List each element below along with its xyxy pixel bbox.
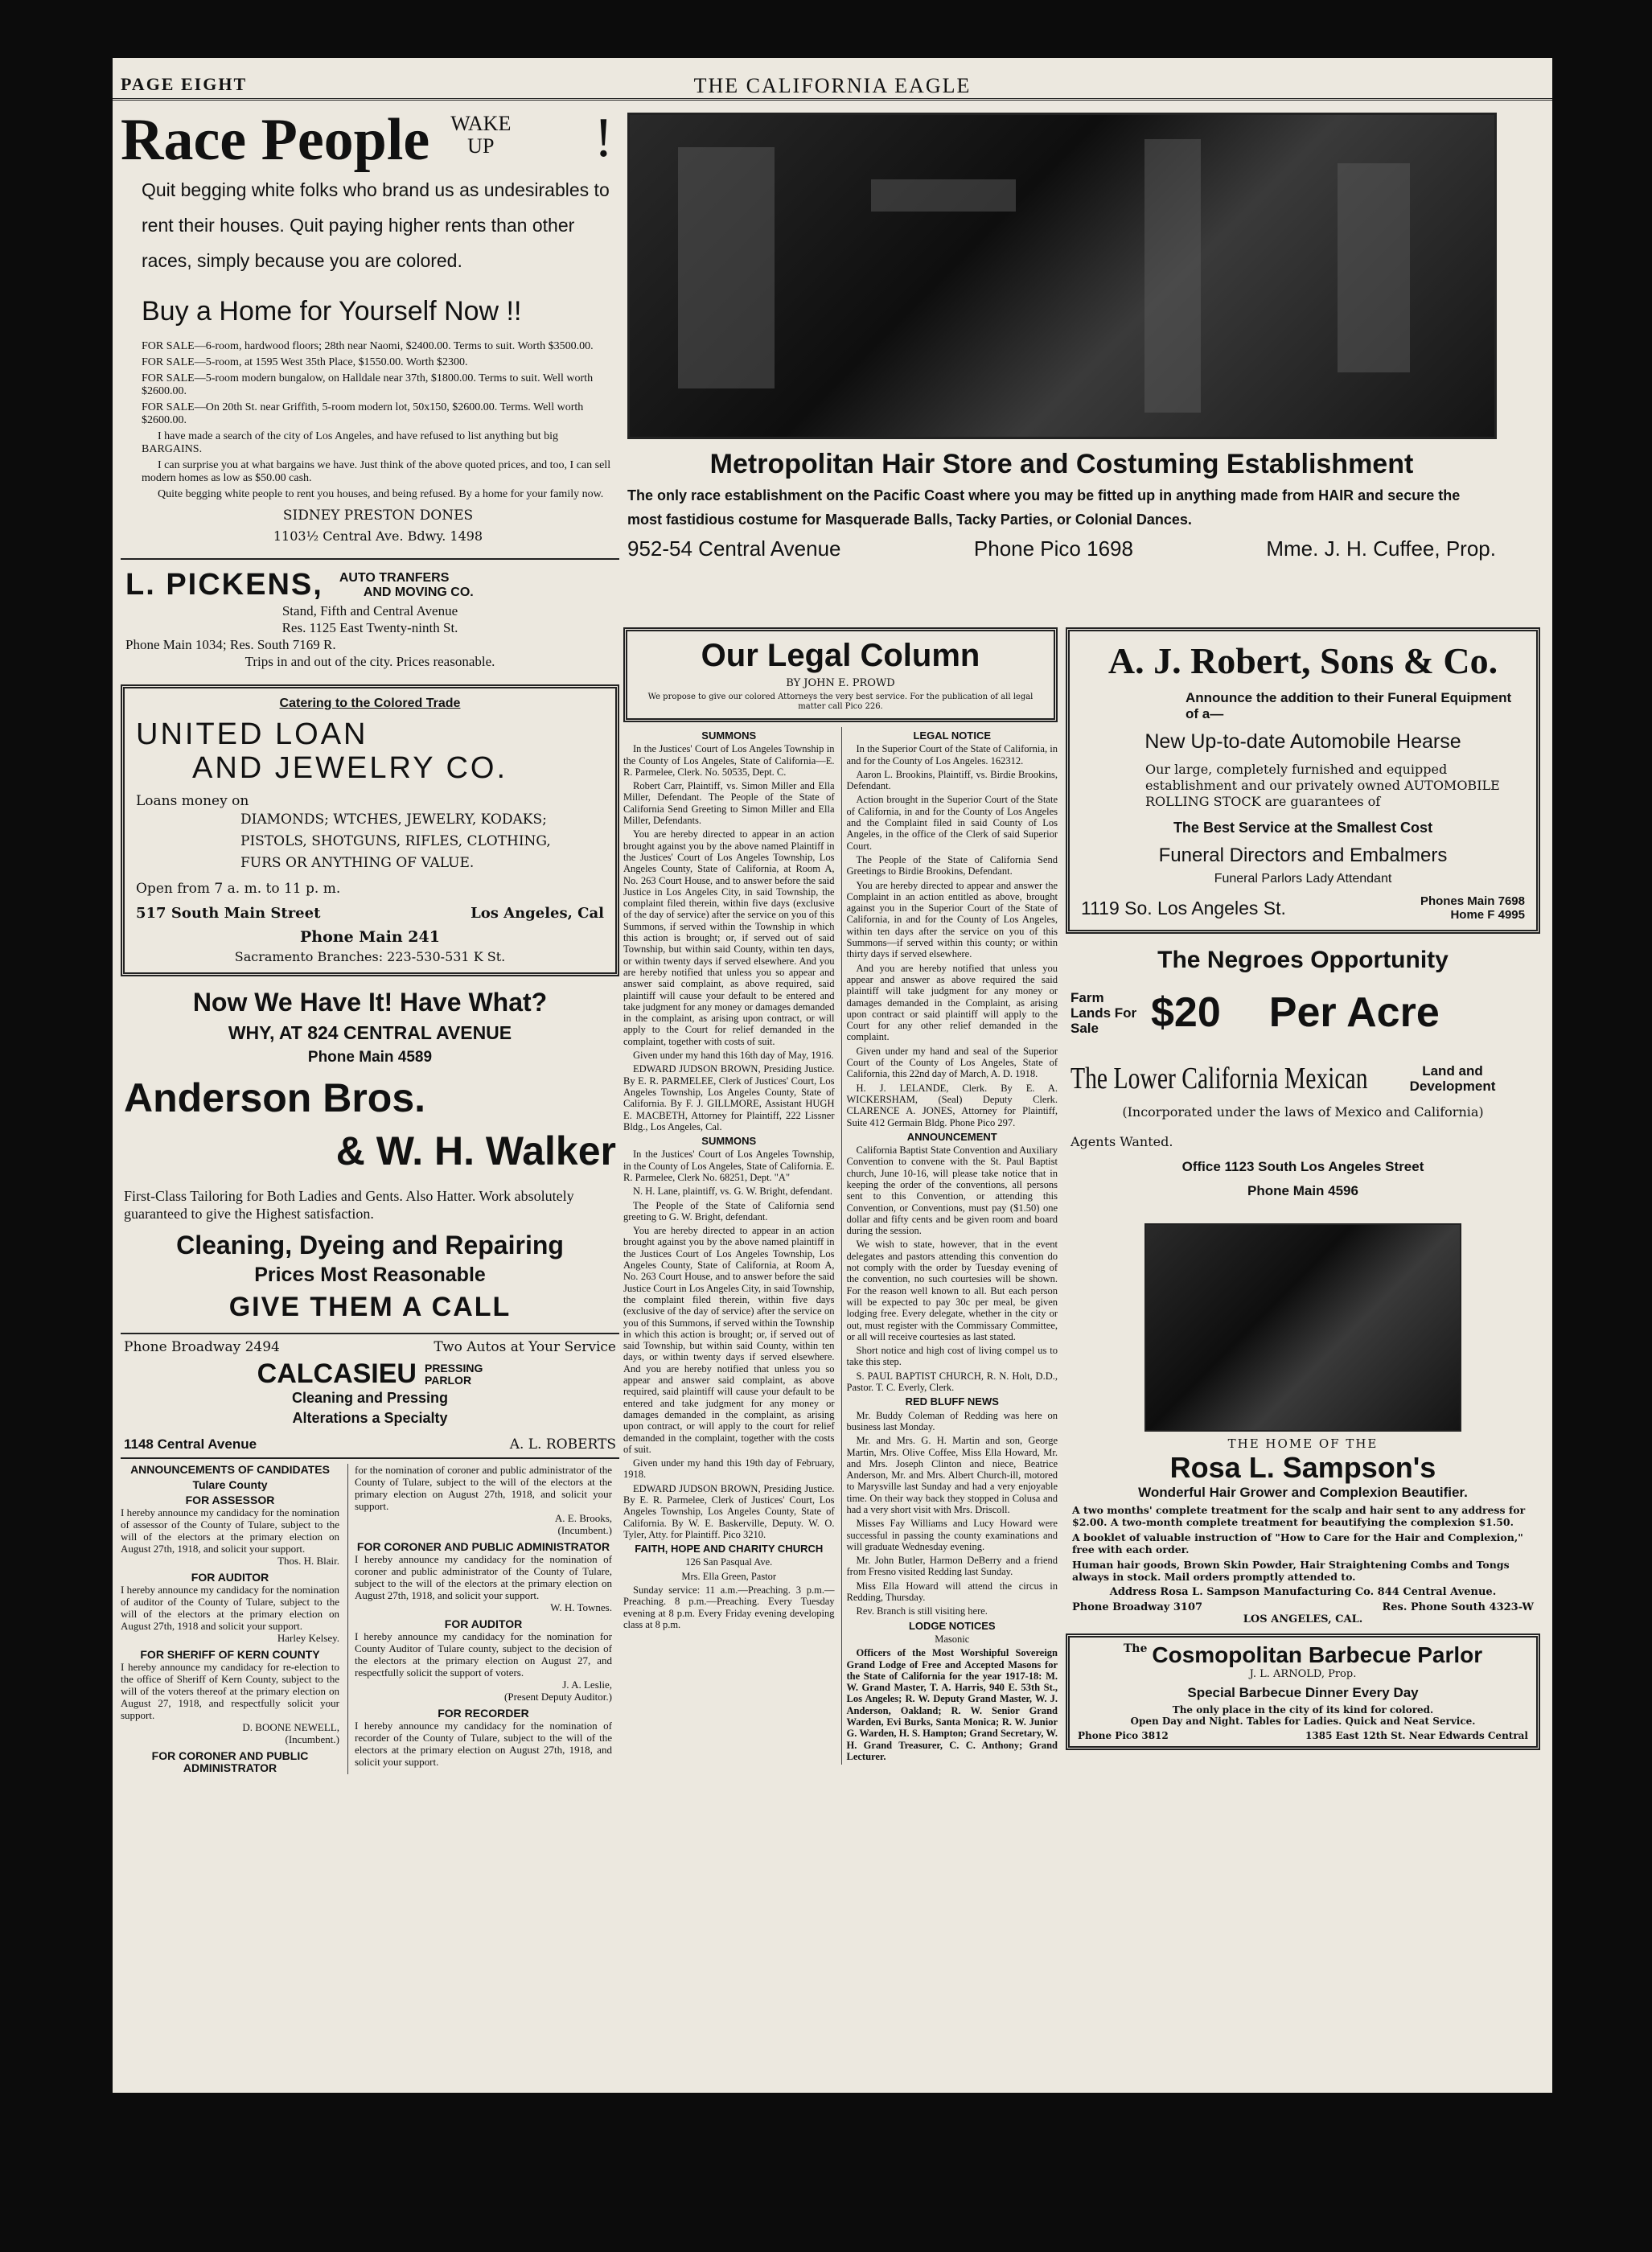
legal-note: We propose to give our colored Attorneys the very best service. For the publication of all legal matter call Pico 226. [647, 692, 1034, 711]
calc-name: CALCASIEU [257, 1358, 417, 1389]
legal-paragraph: The People of the State of California send greeting to G. W. Bright, defendant. [623, 1199, 835, 1223]
anderson-name1: Anderson Bros. [124, 1075, 426, 1120]
announce-text: I hereby announce my candidacy for the nomination of coroner and public administrator of the County of Tulare, subject to the will of the electors at the primary election on August 27th, 1918, and solicit your support. [355, 1553, 612, 1601]
buy-home-heading: Buy a Home for Yourself Now !! [142, 296, 522, 327]
announce-signer: D. BOONE NEWELL, [242, 1721, 339, 1733]
per-acre: Per Acre [1268, 989, 1440, 1036]
sampson-p: A two months' complete treatment for the scalp and hair sent to any address for $2.00. A two-month complete treatment for beautifying the complexion $1.50. [1072, 1504, 1526, 1528]
price: $20 [1151, 989, 1221, 1036]
robert-parlors: Funeral Parlors Lady Attendant [1214, 872, 1392, 886]
announce-text: for the nomination of coroner and public administrator of the County of Tulare, subject to the will of the electors at the primary election on August 27th, 1918, and solicit your support. [355, 1464, 612, 1512]
announce-text: I hereby announce my candidacy for re-election to the office of Sheriff of Kern County, subject to the will of the voters thereof at the primary election on August 27, 1918, and respectfully solicit your support. [121, 1661, 339, 1721]
legal-paragraph: In the Justices' Court of Los Angeles Township in the County of Los Angeles, State of California—E. R. Parmelee, Clerk. No. 50535, Dept. C. [623, 743, 835, 778]
legal-title: Our Legal Column [701, 638, 980, 673]
legal-paragraph: N. H. Lane, plaintiff, vs. G. W. Bright, defendant. [633, 1186, 832, 1198]
race-people-ad [121, 108, 619, 544]
legal-paragraph: H. J. LELANDE, Clerk. By E. A. WICKERSHAM, (Seal) Deputy Clerk. CLARENCE A. JONES, Attorney for Plaintiff, Suite 412 Germain Bldg. Phone Pico 297. [846, 1082, 1058, 1128]
agent-address: 1103½ Central Ave. Bdwy. 1498 [273, 528, 483, 544]
pickens-ad [121, 565, 619, 673]
united-name1: UNITED LOAN [136, 717, 368, 751]
farm-lands: Farm Lands For Sale [1071, 989, 1137, 1036]
wake-label: WAKE [450, 112, 512, 135]
legal-paragraph: California Baptist State Convention and Auxiliary Convention to convene with the St. Paul Baptist church, June 10-16, will please take notice that in keeping the order of the conventions, all persons sent to this Convention, or attending this Convention, or Conventions, must pay ($1.50) one dollar and fifty cents and be given room and board during the session. [846, 1144, 1058, 1237]
notice-heading: LEGAL NOTICE [913, 729, 992, 742]
company-name: The Lower California Mexican [1071, 1062, 1368, 1095]
robert-name: A. J. Robert, Sons & Co. [1107, 640, 1498, 681]
exclaim: ! [594, 108, 613, 169]
announce-title: ANNOUNCEMENTS OF CANDIDATES [130, 1463, 330, 1476]
right-block [623, 108, 1540, 2038]
pickens-tag2: AND MOVING CO. [363, 585, 474, 599]
pickens-tag1: AUTO TRANFERS [339, 570, 450, 585]
announce-heading: FOR AUDITOR [444, 1617, 523, 1630]
legal-paragraph: EDWARD JUDSON BROWN, Presiding Justice. By E. R. Parmelee, Clerk of Justices' Court, Los Angeles Township, Los Angeles County, State of California. By W. E. Baskerville, Deputy. W. O. Tyler, Atty. for Plaintiff. Pico 3210. [623, 1482, 835, 1540]
legal-paragraph: Given under my hand this 19th day of February, 1918. [623, 1457, 835, 1481]
legal-paragraph: Mr. John Butler, Harmon DeBerry and a friend from Fresno visited Redding last Sunday. [846, 1555, 1058, 1578]
announce-signer: W. H. Townes. [550, 1601, 612, 1613]
loan-items: DIAMONDS; WTCHES, JEWELRY, KODAKS; PISTOLS, SHOTGUNS, RIFLES, CLOTHING, FURS OR ANYTHING OF VALUE. [240, 812, 551, 871]
cosmo-ad [1066, 1634, 1540, 1750]
cosmo-line: The only place in the city of its kind for colored. [1172, 1704, 1434, 1716]
sale-listing: FOR SALE—6-room, hardwood floors; 28th near Naomi, $2400.00. Terms to suit. Worth $3500.00. [142, 340, 594, 352]
legal-byline: BY JOHN E. PROWD [786, 677, 895, 689]
cosmo-name: Cosmopolitan Barbecue Parlor [1152, 1642, 1483, 1667]
sale-note: I have made a search of the city of Los Angeles, and have refused to list anything but big BARGAINS. [142, 430, 559, 455]
united-name2: AND JEWELRY CO. [192, 751, 508, 785]
anderson-call: GIVE THEM A CALL [228, 1292, 512, 1322]
calc-sub2: PARLOR [424, 1373, 472, 1387]
announce-signer: Thos. H. Blair. [277, 1555, 339, 1567]
cosmo-address: 1385 East 12th St. Near Edwards Central [1305, 1730, 1528, 1741]
legal-paragraph: Given under my hand and seal of the Superior Court of the County of Los Angeles, State of California, this 22nd day of March, A. D. 1918. [846, 1045, 1058, 1080]
legal-paragraph: EDWARD JUDSON BROWN, Presiding Justice. By E. R. PARMELEE, Clerk of Justices' Court, Los Angeles Township, Los Angeles County, State of California. By F. J. GILLMORE, Assistant HUGH E. MACBETH, Attorney for Plaintiff, 222 Lissner Bldg., Los Angeles, Cal. [623, 1063, 835, 1132]
announce-heading: FOR AUDITOR [191, 1571, 269, 1584]
announce-text: I hereby announce my candidacy for the nomination for County Auditor of Tulare county, subject to the decision of the electors at the primary election on August 27, and respectfully solicit the support of voters. [355, 1630, 612, 1679]
calc-address: 1148 Central Avenue [124, 1436, 257, 1452]
sampson-address: Address Rosa L. Sampson Manufacturing Co. 844 Central Avenue. [1109, 1586, 1497, 1598]
sampson-res: Res. Phone South 4323-W [1382, 1601, 1534, 1613]
legal-paragraph: We wish to state, however, that in the event delegates and pastors attending this convention do not comply with the order by Tuesday evening of the convention, no such courtesies will be shown. For the reason well known to all. But each person will be expected to pay 30c per meal, be given lodging free. Every delegate, whether in the city or out, must register with the Commissary Committee, or all will receive courtesies as last stated. [846, 1239, 1058, 1342]
legal-paragraph: Mr. and Mrs. G. H. Martin and son, George Martin, Mrs. Olive Coffee, Miss Ella Howard, Mr. and Mrs. Joseph Clinton and niece, Beatrice Anderson, Mr. and Mrs. Albert Church-ill, motored to Marysville last Sunday and had a very enjoyable time. On their way back they stopped in Colusa and had a very short visit with Mrs. Driscoll. [846, 1435, 1058, 1515]
announce-signer: J. A. Leslie, [562, 1679, 612, 1691]
sale-note: I can surprise you at what bargains we have. Just think of the above quoted prices, and too, I can sell modern homes as low as $50.00 cash. [142, 459, 611, 484]
announce-text: I hereby announce my candidacy for the nomination of auditor of the County of Tulare, subject to the will of the electors at the primary election on August 27th, 1918 and solicit your support. [121, 1584, 339, 1632]
announce-heading: FOR CORONER AND PUBLIC ADMINISTRATOR [356, 1540, 610, 1553]
page-number: PAGE EIGHT [121, 74, 248, 94]
pickens-line: Res. 1125 East Twenty-ninth St. [281, 620, 458, 635]
race-intro: Quit begging white folks who brand us as undesirables to rent their houses. Quit paying higher rents than other races, simply because you are colored. [142, 179, 610, 271]
sampson-phone: Phone Broadway 3107 [1072, 1601, 1203, 1613]
legal-paragraph: Miss Ella Howard will attend the circus in Redding, Thursday. [846, 1580, 1058, 1604]
announce-text: I hereby announce my candidacy for the nomination of recorder of the County of Tulare, subject to the will of the electors at the primary election on August 27th, 1918, and solicit your support. [355, 1720, 612, 1768]
lodge-heading: LODGE NOTICES [908, 1619, 996, 1632]
legal-paragraph: Given under my hand this 16th day of May, 1916. [633, 1050, 834, 1062]
robert-phone2: Home F 4995 [1450, 908, 1525, 922]
anderson-desc: First-Class Tailoring for Both Ladies and Gents. Also Hatter. Work absolutely guaranteed to give the Highest satisfaction. [124, 1188, 574, 1222]
sampson-photo [1144, 1223, 1461, 1432]
united-city: Los Angeles, Cal [471, 905, 604, 922]
metro-phone: Phone Pico 1698 [973, 536, 1133, 561]
cosmo-special: Special Barbecue Dinner Every Day [1187, 1685, 1419, 1700]
legal-paragraph: Aaron L. Brookins, Plaintiff, vs. Birdie Brookins, Defendant. [846, 768, 1058, 792]
announce-signer: (Incumbent.) [557, 1524, 612, 1536]
legal-paragraph: Action brought in the Superior Court of the State of California, in and for the County of Los Angeles and the Complaint filed in said County of Los Angeles, in the office of the Clerk of said Superior Court. [846, 794, 1058, 852]
metro-address: 952-54 Central Avenue [627, 536, 841, 561]
sampson-city: LOS ANGELES, CAL. [1243, 1613, 1363, 1625]
cosmo-prop: J. L. ARNOLD, Prop. [1249, 1668, 1357, 1680]
announce-signer: A. E. Brooks, [554, 1512, 612, 1524]
cosmo-line: Open Day and Night. Tables for Ladies. Quick and Neat Service. [1130, 1716, 1476, 1727]
store-photo [627, 113, 1497, 439]
loans-line: Loans money on [136, 793, 249, 809]
metro-ad [627, 438, 1496, 561]
legal-paragraph: Mr. Buddy Coleman of Redding was here on business last Monday. [846, 1409, 1058, 1432]
announce-heading: FOR ASSESSOR [185, 1494, 275, 1506]
negroes-title: The Negroes Opportunity [1157, 947, 1449, 973]
race-title: Race People [121, 108, 430, 173]
agents: Agents Wanted. [1071, 1134, 1173, 1149]
land-dev: Land and Development [1409, 1063, 1496, 1094]
pickens-line: Phone Main 1034; Res. South 7169 R. [125, 637, 336, 652]
summons-heading: SUMMONS [701, 729, 757, 742]
page-header [113, 74, 1552, 101]
robert-directors: Funeral Directors and Embalmers [1158, 844, 1448, 866]
catering-line: Catering to the Colored Trade [279, 697, 461, 710]
calc-phone: Phone Broadway 2494 [124, 1339, 280, 1355]
sampson-ad [1066, 1436, 1540, 1625]
legal-paragraph: Rev. Branch is still visiting here. [856, 1605, 988, 1617]
legal-paragraph: In the Superior Court of the State of California, in and for the County of Los Angeles. 162312. [846, 743, 1058, 766]
legal-paragraph: You are hereby directed to appear and answer the Complaint in an action entitled as above, brought against you in the Superior Court of the State of California, in and for the County of Los Angeles, within ten days after the service on you of this Summons—if served within this county; or within thirty days if served elsewhere. [846, 879, 1058, 960]
announce-county: Tulare County [192, 1478, 268, 1491]
incorporated: (Incorporated under the laws of Mexico and California) [1122, 1104, 1484, 1120]
church-heading: FAITH, HOPE AND CHARITY CHURCH [635, 1543, 824, 1555]
calcasieu-ad [121, 1339, 619, 1453]
sale-note: Quite begging white people to rent you houses, and being refused. By a home for your family now. [158, 488, 604, 500]
robert-ad [1066, 627, 1540, 934]
announce-heading: FOR SHERIFF OF KERN COUNTY [140, 1648, 320, 1661]
robert-phone1: Phones Main 7698 [1420, 894, 1525, 908]
robert-hearse: New Up-to-date Automobile Hearse [1144, 730, 1461, 753]
calc-line2: Alterations a Specialty [292, 1410, 448, 1426]
sale-listing: FOR SALE—5-room modern bungalow, on Halldale near 37th, $1800.00. Terms to suit. Well worth $2600.00. [142, 372, 594, 397]
metro-prop: Mme. J. H. Cuffee, Prop. [1266, 536, 1496, 561]
announce-signer: Harley Kelsey. [277, 1632, 339, 1644]
anderson-phone: Phone Main 4589 [307, 1049, 433, 1066]
anderson-name2: & W. H. Walker [335, 1128, 616, 1173]
announce-signer: (Present Deputy Auditor.) [504, 1691, 612, 1703]
anderson-prices: Prices Most Reasonable [254, 1264, 486, 1286]
announcements [121, 1464, 619, 1774]
church-pastor: Mrs. Ella Green, Pastor [681, 1570, 777, 1582]
anderson-ad [121, 988, 619, 1323]
legal-paragraph: Misses Fay Williams and Lucy Howard were successful in passing the county examinations and will graduate Wednesday evening. [846, 1518, 1058, 1552]
legal-column [623, 623, 1058, 1765]
robert-address: 1119 So. Los Angeles St. [1081, 897, 1286, 918]
legal-right [841, 727, 1058, 1765]
calc-autos: Two Autos at Your Service [434, 1339, 616, 1355]
cosmo-phone: Phone Pico 3812 [1078, 1730, 1169, 1741]
sampson-name: Rosa L. Sampson's [1169, 1451, 1436, 1484]
announcement-heading: ANNOUNCEMENT [906, 1130, 997, 1143]
masthead: THE CALIFORNIA EAGLE [693, 74, 972, 97]
sampson-sub: Wonderful Hair Grower and Complexion Beautifier. [1138, 1485, 1468, 1500]
legal-paragraph: Officers of the Most Worshipful Sovereign Grand Lodge of Free and Accepted Masons for the State of California for the year 1917-18: M. W. Grand Master, T. A. Harris, 940 E. 53th St., Los Angeles; R. W. Deputy Grand Master, W. J. Anderson, Oakland; R. W. Senior Grand Warden, Evi Burks, Santa Monica; R. W. Junior G. Warden, H. S. Hampton; Grand Secretary, W. H. Grand Treasurer, C. C. Anthony; Grand Lecturer. [846, 1647, 1058, 1762]
robert-service: The Best Service at the Smallest Cost [1173, 820, 1433, 836]
calc-line1: Cleaning and Pressing [291, 1390, 449, 1406]
legal-paragraph: Robert Carr, Plaintiff, vs. Simon Miller and Ella Miller, Defendant. The People of the State of California Send Greeting to Simon Miller and Ella Miller, Defendants. [623, 780, 835, 827]
legal-paragraph: You are hereby directed to appear in an action brought against you by the above named plaintiff in the Justices Court of Los Angeles Township, Los Angeles County, State of California, at Room A, No. 263 Court House, and to answer before the said Justice Court in Los Angeles City, in said Township, the complaint filed therein, within five days (exclusive of the day of service) after the service on you of this Summons, if served within the Township in which this action is brought; or, if served out of said Township, but within said County, within ten days, or within twenty days if served elsewhere. And you are hereby notified that unless you so appear and answer said complaint, as above required, said plaintiff will cause your default to be entered and take judgment for any money or damages demanded in the complaint, as arising upon contract, or will apply to the court for relief demanded in the complaint, together with the costs of suit. [623, 1225, 835, 1455]
legal-paragraph: S. PAUL BAPTIST CHURCH, R. N. Holt, D.D., Pastor. T. C. Everly, Clerk. [846, 1370, 1058, 1394]
lodge-sub: Masonic [935, 1633, 970, 1645]
united-loan-ad [121, 684, 619, 976]
pickens-name: L. PICKENS, [125, 568, 323, 602]
up-label: UP [467, 134, 495, 158]
sampson-p: A booklet of valuable instruction of "How to Care for the Hair and Complexion," free with each order. [1072, 1531, 1523, 1555]
legal-paragraph: And you are hereby notified that unless you appear and answer as above required the said plaintiff will take judgment for any money or damages demanded in the Complaint, as arising upon contract or said plaintiff will apply to the Court for any other relief demanded in the complaint. [846, 962, 1058, 1043]
pickens-line: Stand, Fifth and Central Avenue [281, 603, 458, 618]
metro-title: Metropolitan Hair Store and Costuming Establishment [709, 449, 1414, 479]
announce-heading: FOR CORONER AND PUBLIC ADMINISTRATOR [151, 1749, 309, 1774]
legal-paragraph: You are hereby directed to appear in an action brought against you by the above named Plaintiff in the Justices' Court of Los Angeles Township, Los Angeles County, State of California, at Room A, No. 263 Court House, and to answer before the said Justice in Los Angeles City, in said Township, the complaint filed therein, within five days (exclusive of the day of service) after the service on you of this Summons, if served within the Township in which this action is brought; or, if served out of said Township, but within said County, within ten days, or within twenty days if served elsewhere. And you are hereby notified that unless you so appear and answer said complaint, as above required, said plaintiff will cause your default to be entered and take judgment for any money or damages demanded in the complaint, as arising upon contract, or will apply to the Court for relief demanded in the complaint, together with costs of suit. [623, 828, 835, 1047]
united-phone: Phone Main 241 [300, 928, 440, 946]
neg-phone: Phone Main 4596 [1247, 1183, 1358, 1198]
sampson-p: Human hair goods, Brown Skin Powder, Hair Straightening Combs and Tongs always in stock. Mail orders promptly attended to. [1072, 1559, 1510, 1583]
left-column [121, 108, 619, 2038]
news-heading: RED BLUFF NEWS [905, 1395, 999, 1408]
anderson-cleaning: Cleaning, Dyeing and Repairing [176, 1231, 564, 1260]
sampson-home: THE HOME OF THE [1227, 1436, 1379, 1451]
robert-line: Our large, completely furnished and equipped establishment and our privately owned AUTOMOBILE ROLLING STOCK are guarantees of [1145, 762, 1500, 809]
office: Office 1123 South Los Angeles Street [1181, 1159, 1424, 1174]
agent-name: SIDNEY PRESTON DONES [282, 508, 474, 524]
metro-sub: The only race establishment on the Pacific Coast where you may be fitted up in anything made from HAIR and secure the most fastidious costume for Masquerade Balls, Tacky Parties, or Colonial Dances. [627, 487, 1461, 528]
newspaper-page [113, 58, 1552, 2093]
robert-line: Announce the addition to their Funeral Equipment of a— [1186, 690, 1512, 721]
sale-listing: FOR SALE—5-room, at 1595 West 35th Place, $1550.00. Worth $2300. [142, 356, 468, 368]
united-branches: Sacramento Branches: 223-530-531 K St. [234, 949, 506, 964]
church-address: 126 San Pasqual Ave. [685, 1556, 773, 1568]
announce-text: I hereby announce my candidacy for the nomination of assessor of the County of Tulare, subject to the will of the electors at the primary election on August 27th, 1918, and solicit your support. [121, 1506, 339, 1555]
negroes-ad [1066, 947, 1540, 1199]
legal-left [623, 727, 835, 1765]
legal-paragraph: Short notice and high cost of living compel us to take this step. [846, 1345, 1058, 1368]
right-ads [1066, 623, 1540, 1755]
sale-listing: FOR SALE—On 20th St. near Griffith, 5-room modern lot, 50x150, $2600.00. Terms. Well worth $2600.00. [142, 401, 584, 426]
pickens-line: Trips in and out of the city. Prices reasonable. [245, 654, 495, 669]
announce-heading: FOR RECORDER [438, 1707, 529, 1720]
legal-paragraph: In the Justices' Court of Los Angeles Township, in the County of Los Angeles, State of California. E. R. Parmelee, Clerk No. 68251, Dept. "A" [623, 1149, 835, 1183]
united-address: 517 South Main Street [136, 905, 321, 922]
summons-heading: SUMMONS [701, 1135, 757, 1148]
anderson-why: WHY, AT 824 CENTRAL AVENUE [228, 1022, 512, 1043]
calc-owner: A. L. ROBERTS [509, 1436, 616, 1453]
legal-paragraph: The People of the State of California Send Greetings to Birdie Brookins, Defendant. [846, 853, 1058, 877]
church-services: Sunday service: 11 a.m.—Preaching. 3 p.m.—Preaching. 8 p.m.—Preaching. Every Tuesday evening at 8 p.m. Every Friday evening developing class at 8 p.m. [623, 1584, 835, 1630]
open-hours: Open from 7 a. m. to 11 p. m. [136, 881, 341, 897]
calc-sub1: PRESSING [424, 1361, 483, 1375]
cosmo-the: The [1123, 1642, 1148, 1655]
announce-signer: (Incumbent.) [285, 1733, 339, 1745]
anderson-now: Now We Have It! Have What? [192, 988, 548, 1017]
